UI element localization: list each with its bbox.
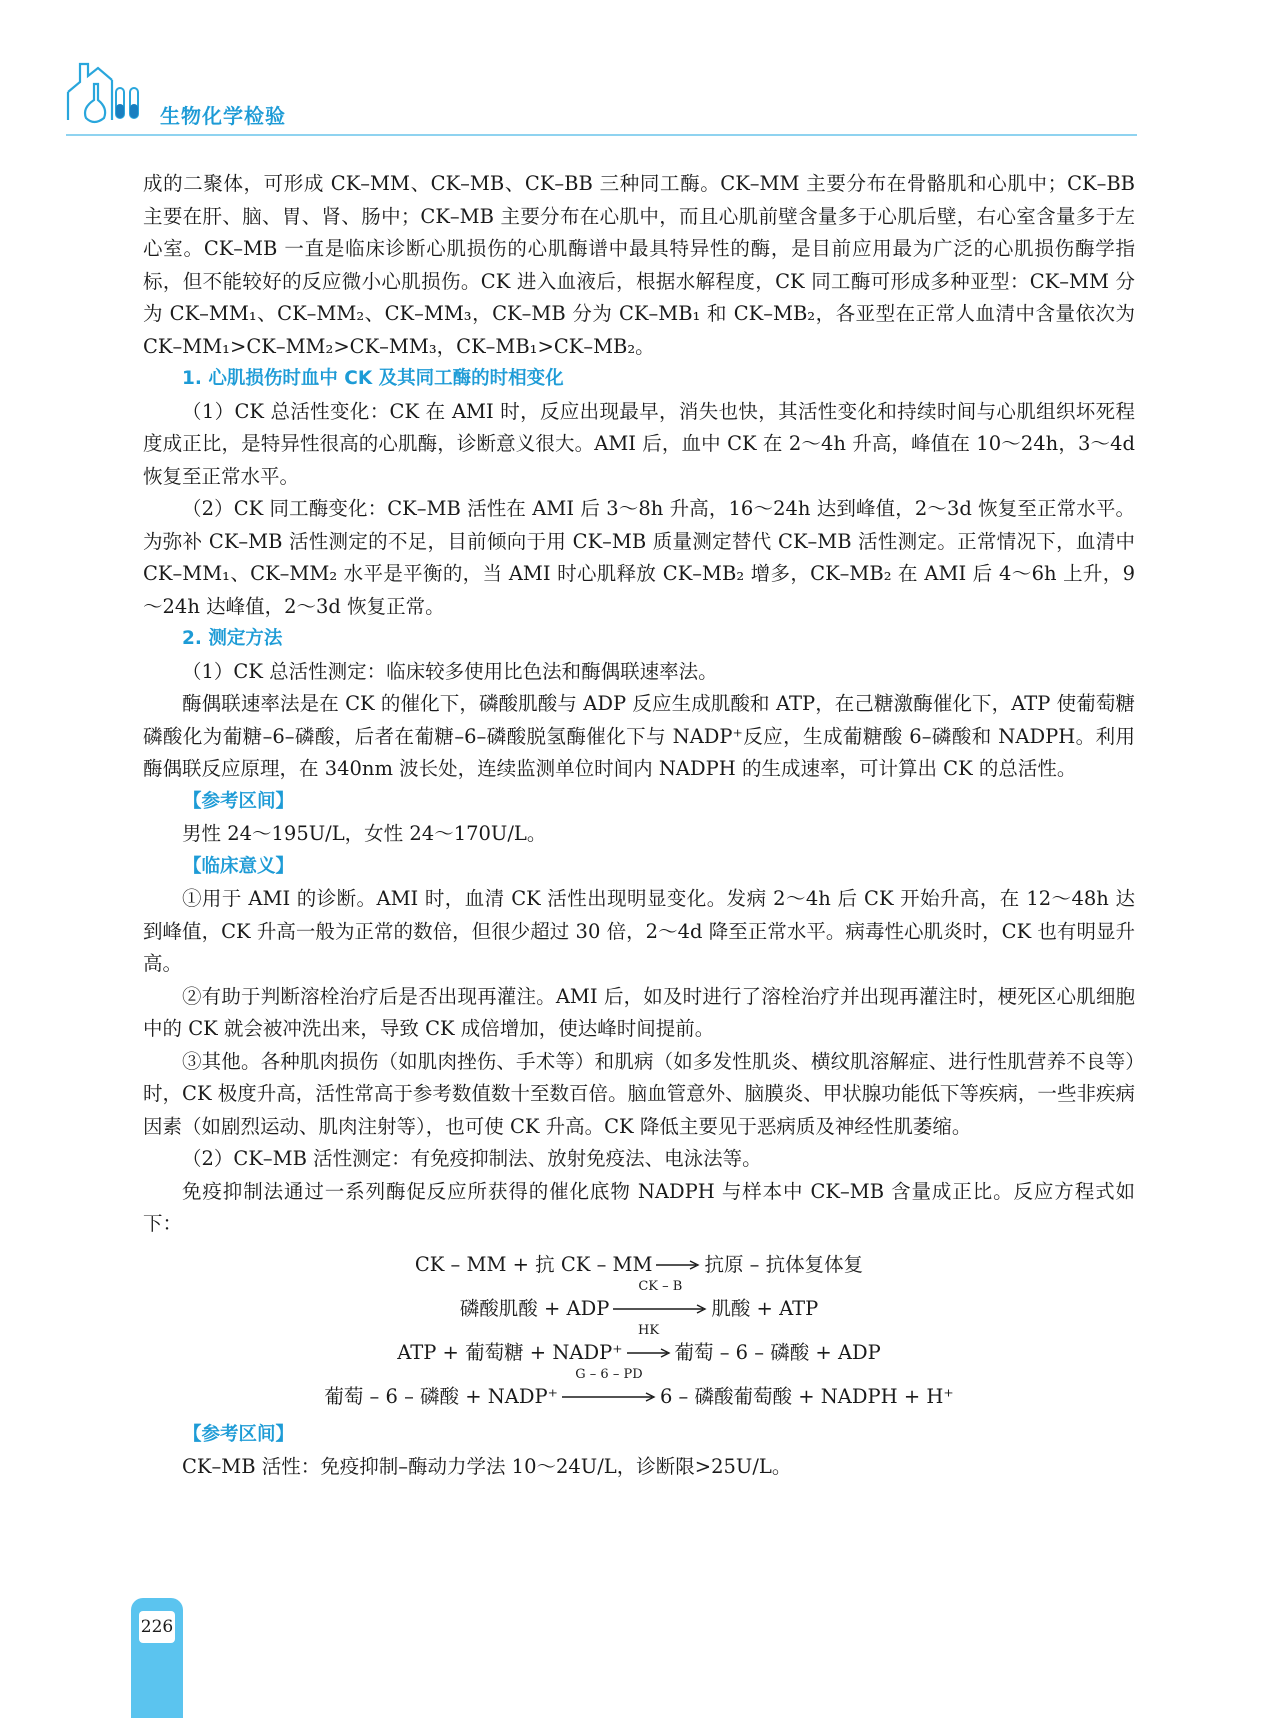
paragraph: 酶偶联速率法是在 CK 的催化下，磷酸肌酸与 ADP 反应生成肌酸和 ATP，在己糖激酶催化下，ATP 使葡萄糖磷酸化为葡糖–6–磷酸，后者在葡糖–6–磷酸脱氢酶催化下与 NADP⁺反应，生成葡糖酸 6–磷酸和 NADPH。利用酶偶联反应原理，在 340nm 波长处，连续监测单位时间内 NADPH 的生成速率，可计算出 CK 的总活性。 bbox=[143, 692, 1135, 780]
paragraph: （2）CK 同工酶变化：CK–MB 活性在 AMI 后 3～8h 升高，16～24h 达到峰值，2～3d 恢复至正常水平。为弥补 CK–MB 活性测定的不足，目前倾向于用 CK–MB 质量测定替代 CK–MB 活性测定。正常情况下，血清中 CK–MM₁、CK–MM₂ 水平是平衡的，当 AMI 时心肌释放 CK–MB₂ 增多，CK–MB₂ 在 AMI 后 4～6h 上升，9～24h 达峰值，2～3d 恢复正常。 bbox=[143, 497, 1135, 618]
equation bbox=[143, 1367, 1135, 1419]
arrow-label: G – 6 – PD bbox=[575, 1367, 643, 1382]
reaction-arrow-icon bbox=[562, 1367, 656, 1404]
section-heading: 1. 心肌损伤时血中 CK 及其同工酶的时相变化 bbox=[182, 368, 564, 389]
paragraph: 成的二聚体，可形成 CK–MM、CK–MB、CK–BB 三种同工酶。CK–MM 主要分布在骨骼肌和心肌中；CK–BB 主要在肝、脑、胃、肾、肠中；CK–MB 主要分布在心肌中，而且心肌前壁含量多于心肌后壁，右心室含量多于左心室。CK–MB 一直是临床诊断心肌损伤的心肌酶谱中最具特异性的酶，是目前应用最为广泛的心肌损伤酶学指标，但不能较好的反应微小心肌损伤。CK 进入血液后，根据水解程度，CK 同工酶可形成多种亚型：CK–MM 分为 CK–MM₁、CK–MM₂、CK–MM₃，CK–MB 分为 CK–MB₁ 和 CK–MB₂，各亚型在正常人血清中含量依次为 CK–MM₁>CK–MM₂>CK–MM₃，CK–MB₁>CK–MB₂。 bbox=[143, 172, 1135, 358]
arrow-label: CK – B bbox=[638, 1279, 683, 1294]
paragraph: （2）CK–MB 活性测定：有免疫抑制法、放射免疫法、电泳法等。 bbox=[182, 1147, 762, 1170]
lab-flask-tubes-icon bbox=[66, 62, 146, 134]
paragraph: （1）CK 总活性测定：临床较多使用比色法和酶偶联速率法。 bbox=[182, 659, 718, 683]
equation-right: 肌酸 + ATP bbox=[711, 1296, 819, 1320]
reaction-arrow-icon bbox=[627, 1323, 671, 1360]
equation-left: CK – MM + 抗 CK – MM bbox=[414, 1252, 653, 1276]
equation-left: 葡萄 – 6 – 磷酸 + NADP⁺ bbox=[324, 1384, 558, 1408]
equation-right: 6 – 磷酸葡萄酸 + NADPH + H⁺ bbox=[659, 1384, 954, 1408]
paragraph: ②有助于判断溶栓治疗后是否出现再灌注。AMI 后，如及时进行了溶栓治疗并出现再灌注时，梗死区心肌细胞中的 CK 就会被冲洗出来，导致 CK 成倍增加，使达峰时间提前。 bbox=[143, 984, 1135, 1040]
book-title: 生物化学检验 bbox=[160, 104, 286, 128]
page-body bbox=[143, 168, 1135, 1484]
reaction-arrow-icon bbox=[656, 1258, 700, 1272]
section-heading: 2. 测定方法 bbox=[182, 628, 283, 649]
arrow-label: HK bbox=[637, 1323, 660, 1338]
paragraph: （1）CK 总活性变化：CK 在 AMI 时，反应出现最早，消失也快，其活性变化和持续时间与心肌组织坏死程度成正比，是特异性很高的心肌酶，诊断意义很大。AMI 后，血中 CK 在 2～4h 升高，峰值在 10～24h，3～4d 恢复至正常水平。 bbox=[143, 399, 1135, 488]
reference-range-text: CK–MB 活性：免疫抑制–酶动力学法 10～24U/L，诊断限>25U/L。 bbox=[182, 1455, 792, 1478]
paragraph: ①用于 AMI 的诊断。AMI 时，血清 CK 活性出现明显变化。发病 2～4h 后 CK 开始升高，在 12～48h 达到峰值，CK 升高一般为正常的数倍，但很少超过 30 倍，2～4d 降至正常水平。病毒性心肌炎时，CK 也有明显升高。 bbox=[143, 887, 1135, 975]
page-number: 226 bbox=[139, 1611, 175, 1643]
clinical-significance-heading: 【临床意义】 bbox=[183, 855, 295, 877]
paragraph: 免疫抑制法通过一系列酶促反应所获得的催化底物 NADPH 与样本中 CK–MB 含量成正比。反应方程式如下： bbox=[143, 1179, 1135, 1235]
equation-left: ATP + 葡萄糖 + NADP⁺ bbox=[397, 1340, 623, 1364]
equation-right: 抗原 – 抗体复体复 bbox=[704, 1252, 864, 1276]
reaction-equations bbox=[143, 1243, 1135, 1419]
reference-range-heading: 【参考区间】 bbox=[183, 790, 295, 812]
paragraph: ③其他。各种肌肉损伤（如肌肉挫伤、手术等）和肌病（如多发性肌炎、横纹肌溶解症、进行性肌营养不良等）时，CK 极度升高，活性常高于参考数值数十至数百倍。脑血管意外、脑膜炎、甲状腺功能低下等疾病，一些非疾病因素（如剧烈运动、肌肉注射等），也可使 CK 升高。CK 降低主要见于恶病质及神经性肌萎缩。 bbox=[143, 1049, 1135, 1138]
reference-range-text: 男性 24～195U/L，女性 24～170U/L。 bbox=[182, 822, 547, 845]
reference-range-heading: 【参考区间】 bbox=[183, 1423, 295, 1445]
equation-right: 葡萄 – 6 – 磷酸 + ADP bbox=[674, 1340, 881, 1364]
reaction-arrow-icon bbox=[613, 1279, 707, 1316]
header-divider bbox=[66, 134, 1137, 136]
equation-left: 磷酸肌酸 + ADP bbox=[459, 1296, 610, 1320]
